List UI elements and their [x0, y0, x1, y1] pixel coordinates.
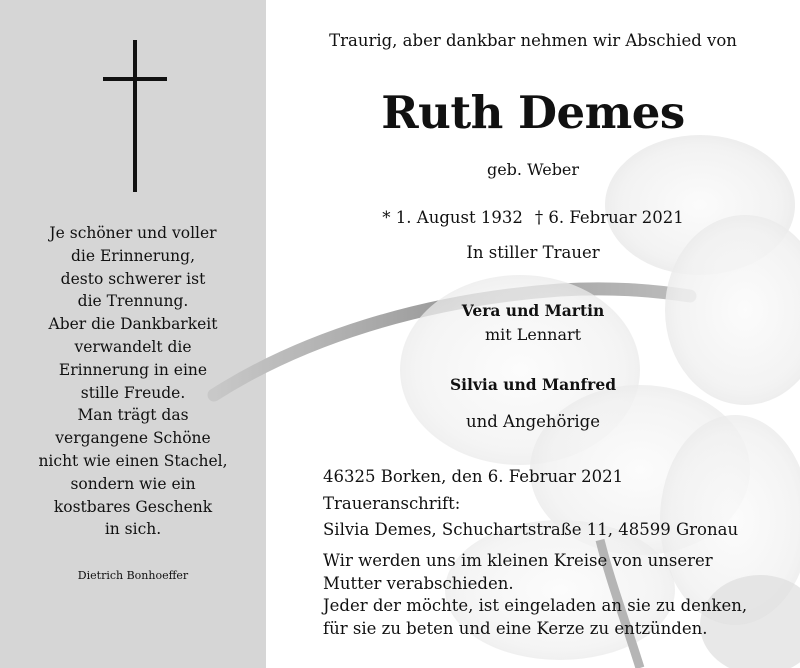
message-line: Jeder der möchte, ist eingeladen an sie zu denken,	[323, 596, 748, 616]
poem	[0, 222, 266, 541]
mourner-name: mit Lennart	[484, 325, 582, 344]
poem-line: Erinnerung in eine	[58, 360, 208, 379]
life-dates	[266, 208, 800, 227]
poem-line: Je schöner und voller	[49, 224, 217, 242]
poem-line: in sich.	[104, 520, 162, 539]
birth-name: geb. Weber	[486, 160, 580, 179]
poem-line: die Trennung.	[77, 292, 189, 311]
death-date: † 6. Februar 2021	[534, 208, 684, 227]
poem-author: Dietrich Bonhoeffer	[77, 569, 189, 582]
poem-line: vergangene Schöne	[55, 429, 211, 448]
cross-icon	[133, 40, 137, 192]
mourner-name: und Angehörige	[466, 412, 600, 431]
poem-line: die Erinnerung,	[70, 246, 196, 265]
poem-line: sondern wie ein	[70, 474, 196, 493]
deceased-name: Ruth Demes	[381, 86, 685, 139]
farewell-message	[323, 550, 747, 641]
poem-line: Man trägt das	[77, 406, 189, 425]
poem-line: nicht wie einen Stachel,	[38, 451, 228, 470]
intro-text: Traurig, aber dankbar nehmen wir Abschied von	[329, 31, 737, 50]
poem-line: kostbares Geschenk	[53, 497, 213, 516]
message-line: für sie zu beten und eine Kerze zu entzünden.	[323, 619, 708, 639]
birth-date: * 1. August 1932	[382, 208, 523, 227]
address-label: Traueranschrift:	[323, 494, 461, 513]
poem-line: verwandelt die	[74, 337, 192, 356]
mourner-name: Vera und Martin	[461, 301, 605, 320]
poem-line: stille Freude.	[80, 383, 186, 402]
mourning-address: Silvia Demes, Schuchartstraße 11, 48599 Gronau	[323, 520, 739, 539]
mourner-name: Silvia und Manfred	[449, 375, 617, 394]
place-date: 46325 Borken, den 6. Februar 2021	[323, 467, 624, 486]
message-line: Wir werden uns im kleinen Kreise von unserer	[323, 551, 713, 570]
poem-line: Aber die Dankbarkeit	[48, 315, 218, 334]
mourning-line: In stiller Trauer	[466, 243, 600, 262]
message-line: Mutter verabschieden.	[323, 573, 514, 593]
poem-line: desto schwerer ist	[60, 269, 206, 288]
cross-icon-bar	[103, 77, 167, 81]
